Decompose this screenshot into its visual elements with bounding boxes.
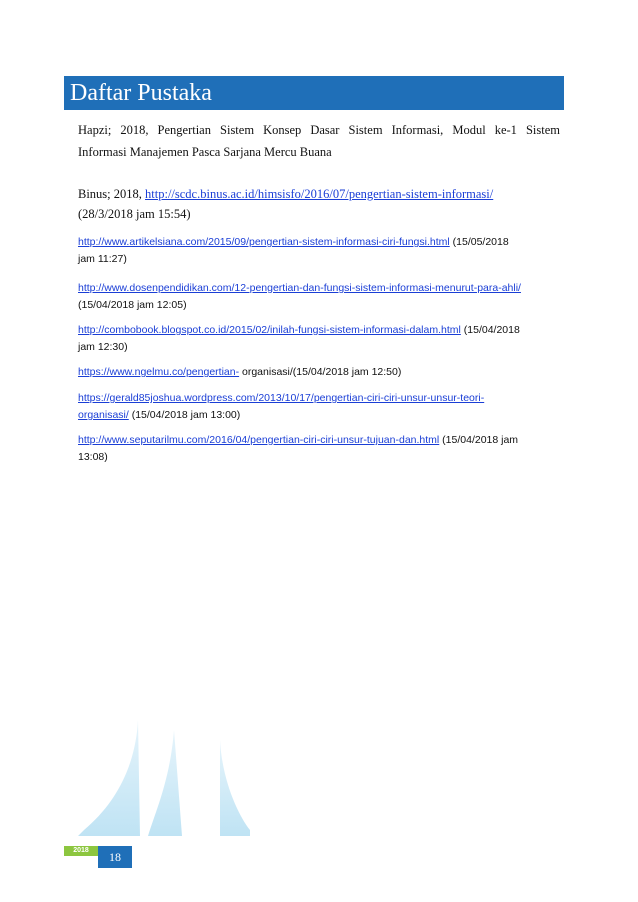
reference-entry <box>78 120 560 162</box>
reference-date: (15/05/2018 <box>449 236 509 248</box>
reference-link[interactable]: organisasi/ <box>78 409 129 421</box>
reference-text: Informasi Manajemen Pasca Sarjana Mercu Buana <box>78 145 332 159</box>
decorative-watermark <box>70 720 250 846</box>
reference-link[interactable]: http://www.dosenpendidikan.com/12-pengertian-dan-fungsi-sistem-informasi-menurut-para-ahli/ <box>78 282 521 294</box>
reference-date: 13:08) <box>78 451 108 463</box>
reference-text: Binus; 2018, <box>78 187 146 201</box>
reference-date: (15/04/2018 jam 13:00) <box>128 409 241 421</box>
reference-link[interactable]: http://www.seputarilmu.com/2016/04/pengertian-ciri-ciri-unsur-tujuan-dan.html <box>78 434 440 446</box>
page-number: 18 <box>98 846 132 868</box>
heading-bar <box>64 76 564 110</box>
watermark-left-spire <box>78 720 140 836</box>
watermark-right-spire <box>220 740 250 836</box>
reference-date: jam 12:30) <box>78 341 128 353</box>
reference-link[interactable]: http://www.artikelsiana.com/2015/09/pengertian-sistem-informasi-ciri-fungsi.html <box>78 236 450 248</box>
reference-date: (15/04/2018 jam <box>439 434 519 446</box>
reference-date: jam 11:27) <box>78 253 127 265</box>
reference-link[interactable]: https://www.ngelmu.co/pengertian- <box>78 366 240 378</box>
reference-entry <box>78 322 560 356</box>
reference-date: (28/3/2018 jam 15:54) <box>78 207 191 221</box>
reference-text: Hapzi; 2018, Pengertian Sistem Konsep Dasar Sistem Informasi, Modul ke-1 Sistem <box>78 123 560 137</box>
reference-link[interactable]: https://gerald85joshua.wordpress.com/2013/10/17/pengertian-ciri-ciri-unsur-unsur-teori- <box>78 392 485 404</box>
reference-date: (15/04/2018 jam 12:05) <box>78 299 187 311</box>
watermark-middle-spire <box>148 730 182 836</box>
reference-link[interactable]: http://scdc.binus.ac.id/himsisfo/2016/07/pengertian-sistem-informasi/ <box>145 187 494 201</box>
reference-entry <box>78 280 560 314</box>
page-title: Daftar Pustaka <box>70 80 212 106</box>
reference-entry <box>78 364 560 381</box>
footer-year-badge: 2018 <box>64 846 98 856</box>
reference-entry <box>78 390 560 424</box>
reference-entry <box>78 432 560 466</box>
reference-date: organisasi/(15/04/2018 jam 12:50) <box>239 366 402 378</box>
reference-entry <box>78 184 560 224</box>
reference-date: (15/04/2018 <box>460 324 520 336</box>
reference-entry <box>78 234 560 268</box>
reference-link[interactable]: http://combobook.blogspot.co.id/2015/02/inilah-fungsi-sistem-informasi-dalam.html <box>78 324 461 336</box>
